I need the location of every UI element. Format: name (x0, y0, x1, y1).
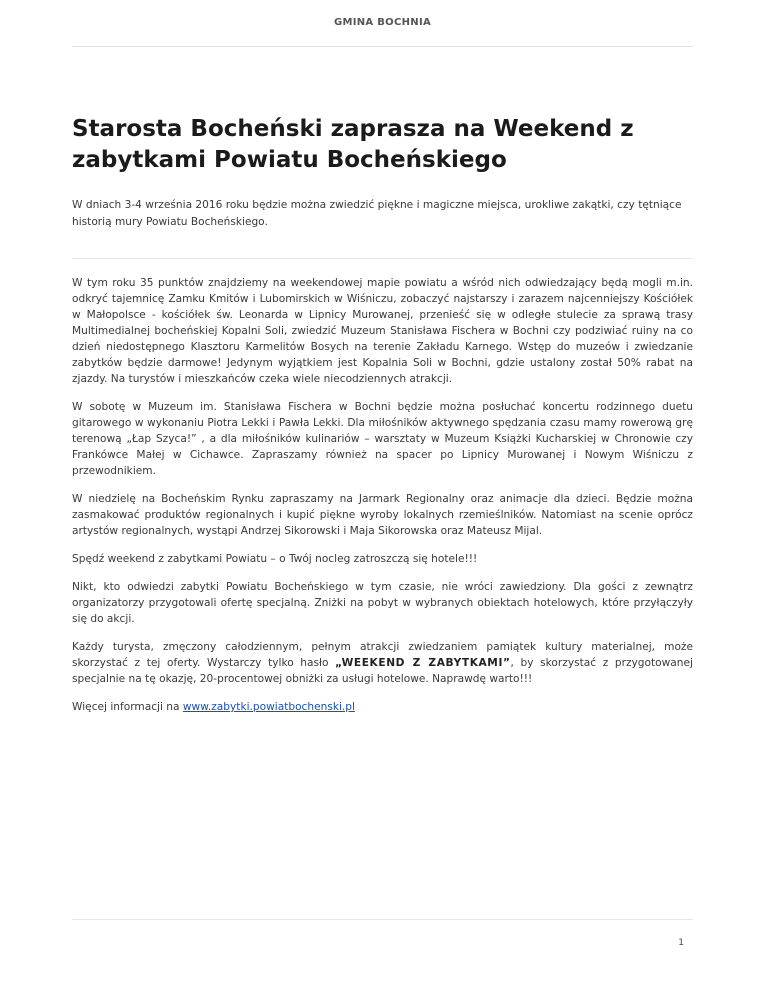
paragraph-3: W niedzielę na Bocheńskim Rynku zapraszamy na Jarmark Regionalny oraz animacje dla dzieci. Będzie można zasmakować produktów regionalnych i kupić piękne wyroby lokalnych rzemieślników. Natomiast na scenie oprócz artystów regionalnych, wystąpi Andrzej Sikorowski i Maja Sikorowska oraz Mateusz Mijal. (72, 493, 693, 537)
promo-code-text: „WEEKEND Z ZABYTKAMI” (335, 657, 511, 669)
paragraph-2: W sobotę w Muzeum im. Stanisława Fischera w Bochni będzie można posłuchać koncertu rodzinnego duetu gitarowego w wykonaniu Piotra Lekki i Pawła Lekki. Dla miłośników aktywnego spędzania czasu mamy rowerową grę terenową „Łap Szyca!” , a dla miłośników kulinariów – warsztaty w Muzeum Książki Kucharskiej w Chronowie czy Frankówce Małej w Cichawce. Zapraszamy również na spacer po Lipnicy Murowanej i Nowym Wiśniczu z przewodnikiem. (72, 401, 693, 477)
page-header (72, 0, 693, 47)
page-number: 1 (678, 938, 684, 948)
article-body (72, 275, 693, 727)
more-info-label: Więcej informacji na (72, 701, 183, 713)
paragraph-6 (72, 639, 693, 687)
article-title: Starosta Bocheński zaprasza na Weekend z zabytkami Powiatu Bocheńskiego (72, 116, 634, 173)
paragraph-4: Spędź weekend z zabytkami Powiatu – o Twój nocleg zatroszczą się hotele!!! (72, 553, 478, 565)
more-info-link[interactable]: www.zabytki.powiatbochenski.pl (182, 701, 355, 713)
more-info-paragraph (72, 699, 693, 715)
paragraph-5: Nikt, kto odwiedzi zabytki Powiatu Bocheńskiego w tym czasie, nie wróci zawiedziony. Dla gości z zewnątrz organizatorzy przygotowali ofertę specjalną. Zniżki na pobyt w wybranych obiektach hotelowych, które przyłączyły się do akcji. (72, 581, 693, 625)
paragraph-6-text-end: , by skorzystać z przygotowanej specjalnie na tę okazję, 20-procentowej obniżki za usługi hotelowe. Naprawdę warto!!! (72, 657, 693, 685)
paragraph-6-text-start: Każdy turysta, zmęczony całodziennym, pełnym atrakcji zwiedzaniem pamiątek kultury materialnej, może skorzystać z tej oferty. Wystarczy tylko hasło (72, 641, 693, 669)
article-lead: W dniach 3-4 września 2016 roku będzie można zwiedzić piękne i magiczne miejsca, urokliwe zakątki, czy tętniące historią mury Powiatu Bocheńskiego. (72, 199, 682, 228)
paragraph-1: W tym roku 35 punktów znajdziemy na weekendowej mapie powiatu a wśród nich odwiedzający będą mogli m.in. odkryć tajemnicę Zamku Kmitów i Lubomirskich w Wiśniczu, zobaczyć najstarszy i zarazem najcenniejszy Kościółek w Małopolsce - kościółek św. Leonarda w Lipnicy Murowanej, przenieść się w odległe stulecie za sprawą trasy Multimedialnej bocheńskiej Kopalni Soli, zwiedzić Muzeum Stanisława Fischera w Bochni czy podziwiać ruiny na co dzień niedostępnego Klasztoru Karmelitów Bosych na terenie Zakładu Karnego. Wstęp do muzeów i zwiedzanie zabytków będzie darmowe! Jedynym wyjątkiem jest Kopalnia Soli w Bochni, gdzie ustalony został 50% rabat na zjazdy. Na turystów i mieszkańców czeka wiele niecodziennych atrakcji. (72, 277, 693, 385)
header-title: GMINA BOCHNIA (333, 17, 432, 28)
lead-divider (72, 258, 693, 259)
footer-divider (72, 919, 693, 920)
